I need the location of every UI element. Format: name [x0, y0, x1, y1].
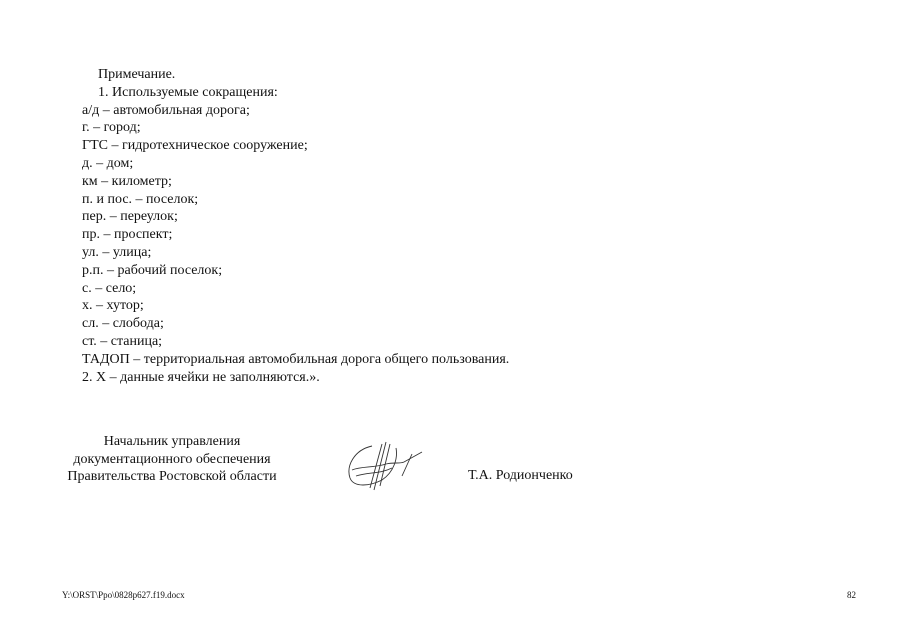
abbreviation: км – километр;: [82, 173, 172, 189]
position-line: Правительства Ростовской области: [67, 469, 277, 485]
abbreviation: г. – город;: [82, 120, 141, 136]
abbreviation: р.п. – рабочий поселок;: [82, 262, 223, 278]
file-path: Y:\ORST\Ppo\0828p627.f19.docx: [62, 590, 185, 600]
notes-item-2: 2. Х – данные ячейки не заполняются.».: [82, 369, 320, 385]
position-line: документационного обеспечения: [73, 451, 271, 467]
page-number: 82: [847, 590, 856, 600]
position-line: Начальник управления: [103, 434, 241, 449]
signatory-name: Т.А. Родионченко: [468, 468, 573, 483]
abbreviation: сл. – слобода;: [82, 316, 164, 332]
notes-heading: Примечание.: [98, 67, 176, 82]
abbreviation: пр. – проспект;: [82, 227, 173, 243]
abbreviation: х. – хутор;: [82, 298, 144, 314]
abbreviation: а/д – автомобильная дорога;: [82, 102, 250, 118]
abbreviation: пер. – переулок;: [82, 209, 178, 225]
abbreviation: п. и пос. – поселок;: [82, 191, 199, 207]
abbreviation: с. – село;: [82, 280, 137, 296]
abbreviation: ГТС – гидротехническое сооружение;: [82, 138, 308, 154]
handwritten-signature: [342, 440, 432, 497]
notes-block: [82, 66, 509, 386]
abbreviation: ст. – станица;: [82, 333, 163, 349]
abbreviation: ул. – улица;: [82, 244, 152, 260]
abbreviation: д. – дом;: [82, 155, 134, 171]
notes-item-1: 1. Используемые сокращения:: [98, 84, 278, 100]
signatory-position: [56, 433, 288, 486]
abbreviation: ТАДОП – территориальная автомобильная дорога общего пользования.: [82, 351, 510, 367]
